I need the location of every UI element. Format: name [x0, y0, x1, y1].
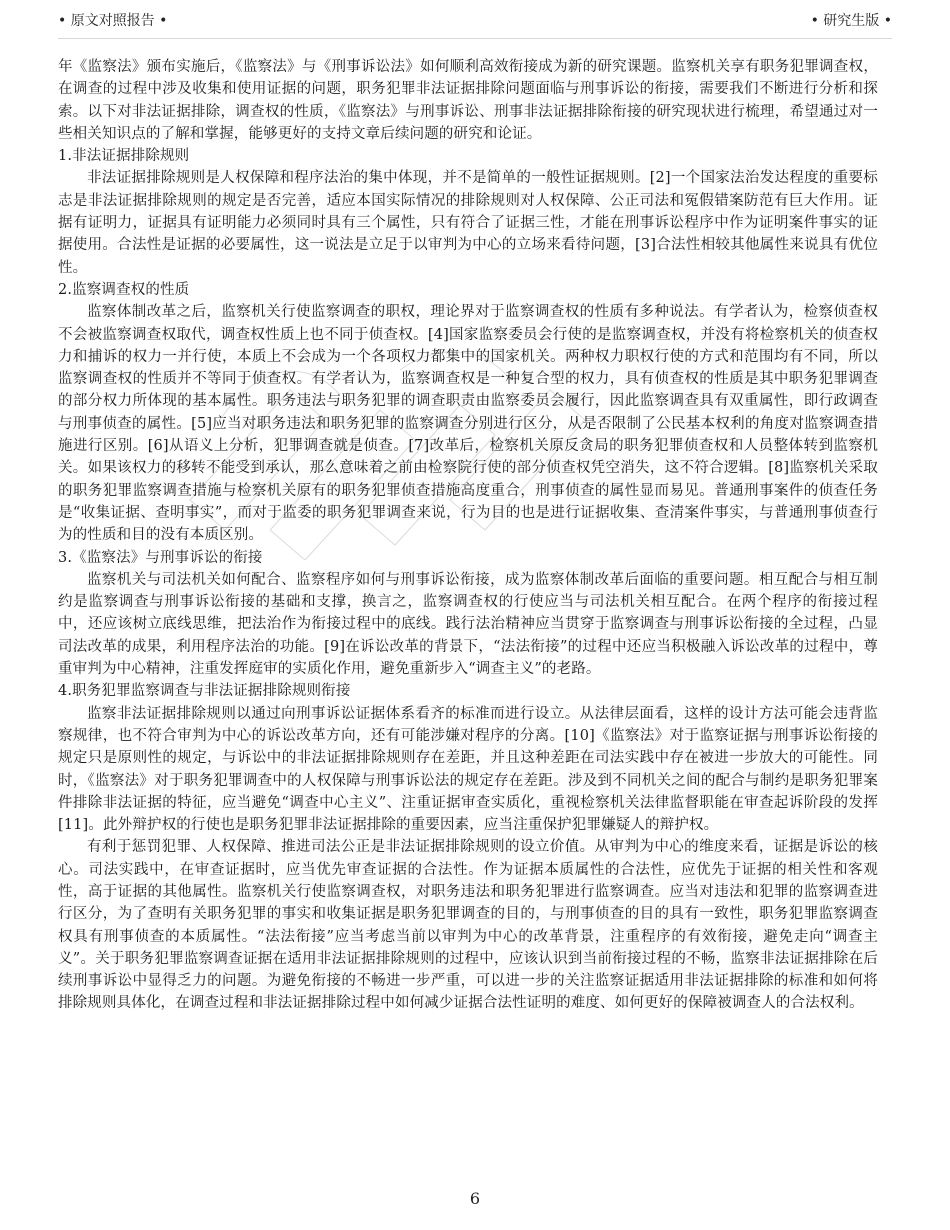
- page-header: [58, 10, 892, 32]
- document-body: [58, 56, 878, 1015]
- section-heading-4: 4.职务犯罪监察调查与非法证据排除规则衔接: [58, 683, 351, 700]
- paragraph-law-connection: 监察机关与司法机关如何配合、监察程序如何与刑事诉讼衔接，成为监察体制改革后面临的重要问题。相互配合与相互制约是监察调查与刑事诉讼衔接的基础和支撑，换言之，监察调查权的行使应当与司法机关相互配合。在两个程序的衔接过程中，还应该树立底线思维，把法治作为衔接过程中的底线。践行法治精神应当贯穿于监察调查与刑事诉讼衔接的全过程，凸显司法改革的成果，利用程序法治的功能。[9]在诉讼改革的背景下，“法法衔接”的过程中还应当积极融入诉讼改革的过程中，尊重审判为中心精神，注重发挥庭审的实质化作用，避免重新步入“调查主义”的老路。: [58, 571, 878, 678]
- header-report-title: • 原文对照报告 •: [58, 13, 168, 29]
- paragraph-investigation-power: 监察体制改革之后，监察机关行使监察调查的职权，理论界对于监察调查权的性质有多种说法。有学者认为，检察侦查权不会被监察调查权取代，调查权性质上也不同于侦查权。[4]国家监察委员会行使的是监察调查权，并没有将检察机关的侦查权力和捕诉的权力一并行使，本质上不会成为一个各项权力都集中的国家机关。两种权力职权行使的方式和范围均有不同，所以监察调查权的性质并不等同于侦查权。有学者认为，监察调查权是一种复合型的权力，具有侦查权的性质是其中职务犯罪调查的部分权力所体现的基本属性。职务违法与职务犯罪的调查职责由监察委员会履行，因此监察调查具有双重属性，即行政调查与刑事侦查的属性。[5]应当对职务违法和职务犯罪的监察调查分别进行区分，从是否限制了公民基本权利的角度对监察调查措施进行区别。[6]从语义上分析，犯罪调查就是侦查。[7]改革后，检察机关原反贪局的职务犯罪侦查权和人员整体转到监察机关。如果该权力的移转不能受到承认，那么意味着之前由检察院行使的部分侦查权凭空消失，这不符合逻辑。[8]监察机关采取的职务犯罪监察调查措施与检察机关原有的职务犯罪侦查措施高度重合，刑事侦查的属性显而易见。普通刑事案件的侦查任务是“收集证据、查明事实”，而对于监委的职务犯罪调查来说，行为目的也是进行证据收集、查清案件事实，与普通刑事侦查行为的性质和目的没有本质区别。: [58, 304, 878, 544]
- header-edition-label: • 研究生版 •: [810, 13, 892, 29]
- section-heading-1: 1.非法证据排除规则: [58, 148, 190, 165]
- header-divider: [58, 38, 892, 39]
- paragraph-intro: 年《监察法》颁布实施后，《监察法》与《刑事诉讼法》如何顺利高效衔接成为新的研究课题。监察机关享有职务犯罪调查权，在调查的过程中涉及收集和使用证据的问题，职务犯罪非法证据排除问题面临与刑事诉讼的衔接，需要我们不断进行分析和探索。以下对非法证据排除，调查权的性质，《监察法》与刑事诉讼、刑事非法证据排除衔接的研究现状进行梳理，希望通过对一些相关知识点的了解和掌握，能够更好的支持文章后续问题的研究和论证。: [58, 59, 878, 142]
- page-number: 6: [469, 1189, 481, 1208]
- paragraph-exclusion-rule: 非法证据排除规则是人权保障和程序法治的集中体现，并不是简单的一般性证据规则。[2]一个国家法治发达程度的重要标志是非法证据排除规则的规定是否完善，适应本国实际情况的排除规则对人权保障、公正司法和冤假错案防范有巨大作用。证据有证明力，证据具有证明能力必须同时具有三个属性，只有符合了证据三性，才能在刑事诉讼程序中作为证明案件事实的证据使用。合法性是证据的必要属性，这一说法是立足于以审判为中心的立场来看待问题，[3]合法性相较其他属性来说具有优位性。: [58, 170, 878, 276]
- section-heading-3: 3.《监察法》与刑事诉讼的衔接: [58, 549, 263, 566]
- paragraph-value: 有利于惩罚犯罪、人权保障、推进司法公正是非法证据排除规则的设立价值。从审判为中心的维度来看，证据是诉讼的核心。司法实践中，在审查证据时，应当优先审查证据的合法性。作为证据本质属性的合法性，应优先于证据的相关性和客观性，高于证据的其他属性。监察机关行使监察调查权，对职务违法和职务犯罪进行监察调查。应当对违法和犯罪的监察调查进行区分，为了查明有关职务犯罪的事实和收集证据是职务犯罪调查的目的，与刑事侦查的目的具有一致性，职务犯罪监察调查权具有刑事侦查的本质属性。“法法衔接”应当考虑当前以审判为中心的改革背景，注重程序的有效衔接，避免走向“调查主义”。关于职务犯罪监察调查证据在适用非法证据排除规则的过程中，应该认识到当前衔接过程的不畅，监察非法证据排除在后续刑事诉讼中显得乏力的问题。为避免衔接的不畅进一步严重，可以进一步的关注监察证据适用非法证据排除的标准和如何将排除规则具体化，在调查过程和非法证据排除过程中如何减少证据合法性证明的难度、如何更好的保障被调查人的合法权利。: [58, 839, 878, 1012]
- paragraph-rule-connection: 监察非法证据排除规则以通过向刑事诉讼证据体系看齐的标准而进行设立。从法律层面看，这样的设计方法可能会违背监察规律，也不符合审判为中心的诉讼改革方向，还有可能涉嫌对程序的分离。[10]《监察法》对于监察证据与刑事诉讼衔接的规定只是原则性的规定，与诉讼中的非法证据排除规则存在差距，并且这种差距在司法实践中存在被进一步放大的可能性。同时，《监察法》对于职务犯罪调查中的人权保障与刑事诉讼法的规定存在差距。涉及到不同机关之间的配合与制约是职务犯罪案件排除非法证据的特征，应当避免“调查中心主义”、注重证据审查实质化，重视检察机关法律监督职能在审查起诉阶段的发挥[11]。此外辩护权的行使也是职务犯罪非法证据排除的重要因素，应当注重保护犯罪嫌疑人的辩护权。: [58, 705, 878, 834]
- section-heading-2: 2.监察调查权的性质: [58, 281, 190, 298]
